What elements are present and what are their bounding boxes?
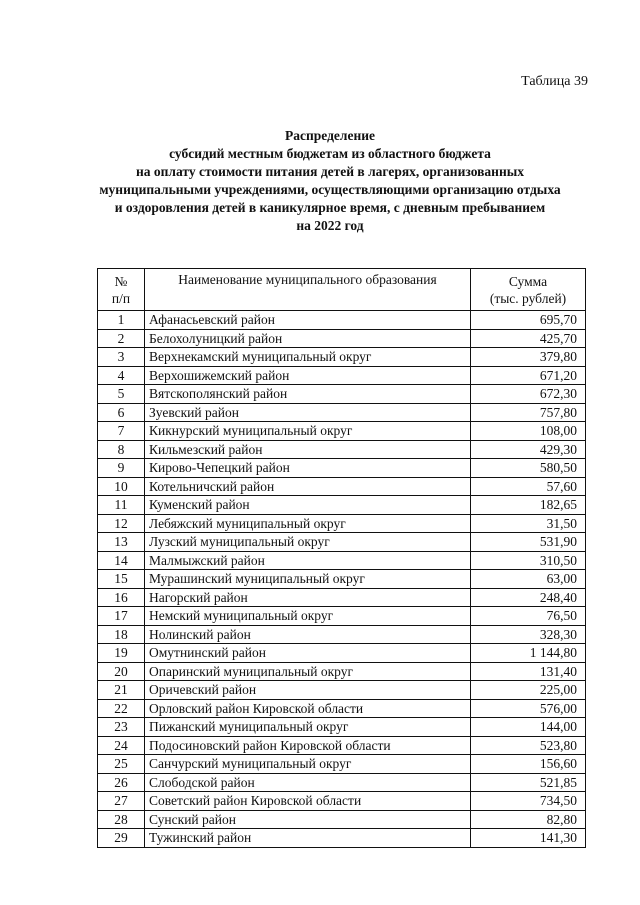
row-name: Омутнинский район — [145, 644, 471, 663]
row-name: Опаринский муниципальный округ — [145, 662, 471, 681]
row-sum: 31,50 — [471, 514, 586, 533]
document-title — [60, 127, 600, 235]
row-name: Советский район Кировской области — [145, 792, 471, 811]
header-number — [98, 269, 145, 311]
row-number: 20 — [98, 662, 145, 681]
table-body — [98, 311, 586, 848]
row-number: 10 — [98, 477, 145, 496]
row-sum: 328,30 — [471, 625, 586, 644]
header-number-line2: п/п — [111, 290, 131, 306]
row-sum: 695,70 — [471, 311, 586, 330]
row-sum: 672,30 — [471, 385, 586, 404]
row-name: Мурашинский муниципальный округ — [145, 570, 471, 589]
header-sum-line2: (тыс. рублей) — [489, 290, 567, 306]
table-row — [98, 607, 586, 626]
row-name: Кикнурский муниципальный округ — [145, 422, 471, 441]
row-name: Санчурский муниципальный округ — [145, 755, 471, 774]
row-sum: 156,60 — [471, 755, 586, 774]
row-sum: 57,60 — [471, 477, 586, 496]
table-row — [98, 440, 586, 459]
title-line: муниципальными учреждениями, осуществляющими организацию отдыха — [99, 182, 561, 197]
row-name: Афанасьевский район — [145, 311, 471, 330]
row-sum: 734,50 — [471, 792, 586, 811]
row-name: Подосиновский район Кировской области — [145, 736, 471, 755]
table-row — [98, 385, 586, 404]
row-sum: 379,80 — [471, 348, 586, 367]
row-name: Белохолуницкий район — [145, 329, 471, 348]
row-name: Верхнекамский муниципальный округ — [145, 348, 471, 367]
row-name: Оричевский район — [145, 681, 471, 700]
title-line: и оздоровления детей в каникулярное время, с дневным пребыванием — [114, 200, 546, 215]
row-name: Кирово-Чепецкий район — [145, 459, 471, 478]
row-name: Малмыжский район — [145, 551, 471, 570]
row-sum: 429,30 — [471, 440, 586, 459]
table-row — [98, 662, 586, 681]
table-row — [98, 699, 586, 718]
table-row — [98, 773, 586, 792]
table-row — [98, 681, 586, 700]
row-number: 3 — [98, 348, 145, 367]
table-row — [98, 348, 586, 367]
row-sum: 757,80 — [471, 403, 586, 422]
row-sum: 531,90 — [471, 533, 586, 552]
title-line: на 2022 год — [296, 218, 364, 233]
table-number-label: Таблица 39 — [521, 74, 588, 89]
row-number: 4 — [98, 366, 145, 385]
table-row — [98, 644, 586, 663]
table-row — [98, 403, 586, 422]
row-sum: 63,00 — [471, 570, 586, 589]
table-row — [98, 366, 586, 385]
row-sum: 425,70 — [471, 329, 586, 348]
row-sum: 144,00 — [471, 718, 586, 737]
row-number: 18 — [98, 625, 145, 644]
row-number: 16 — [98, 588, 145, 607]
header-number-line1: № — [114, 273, 128, 289]
row-number: 15 — [98, 570, 145, 589]
row-sum: 131,40 — [471, 662, 586, 681]
row-sum: 310,50 — [471, 551, 586, 570]
row-number: 7 — [98, 422, 145, 441]
subsidy-table — [97, 268, 586, 848]
title-line: субсидий местным бюджетам из областного бюджета — [169, 146, 491, 161]
row-name: Сунский район — [145, 810, 471, 829]
table-row — [98, 810, 586, 829]
row-number: 22 — [98, 699, 145, 718]
row-sum: 76,50 — [471, 607, 586, 626]
row-sum: 182,65 — [471, 496, 586, 515]
row-number: 23 — [98, 718, 145, 737]
row-sum: 576,00 — [471, 699, 586, 718]
row-number: 5 — [98, 385, 145, 404]
row-name: Кильмезский район — [145, 440, 471, 459]
table-row — [98, 551, 586, 570]
row-name: Куменский район — [145, 496, 471, 515]
row-number: 24 — [98, 736, 145, 755]
header-sum-line1: Сумма — [508, 273, 548, 289]
row-sum: 225,00 — [471, 681, 586, 700]
table-header-row — [98, 269, 586, 311]
row-name: Лебяжский муниципальный округ — [145, 514, 471, 533]
table-row — [98, 736, 586, 755]
row-name: Немский муниципальный округ — [145, 607, 471, 626]
row-sum: 248,40 — [471, 588, 586, 607]
row-sum: 82,80 — [471, 810, 586, 829]
table-row — [98, 533, 586, 552]
table-row — [98, 718, 586, 737]
row-number: 26 — [98, 773, 145, 792]
table-row — [98, 496, 586, 515]
header-name: Наименование муниципального образования — [145, 269, 471, 311]
table-row — [98, 477, 586, 496]
row-number: 12 — [98, 514, 145, 533]
row-name: Нолинский район — [145, 625, 471, 644]
row-number: 25 — [98, 755, 145, 774]
row-sum: 580,50 — [471, 459, 586, 478]
title-line: Распределение — [284, 128, 376, 143]
table-row — [98, 311, 586, 330]
row-number: 2 — [98, 329, 145, 348]
row-sum: 671,20 — [471, 366, 586, 385]
row-number: 13 — [98, 533, 145, 552]
row-name: Котельничский район — [145, 477, 471, 496]
table-row — [98, 329, 586, 348]
row-name: Орловский район Кировской области — [145, 699, 471, 718]
table-row — [98, 755, 586, 774]
row-name: Зуевский район — [145, 403, 471, 422]
row-name: Тужинский район — [145, 829, 471, 848]
row-name: Лузский муниципальный округ — [145, 533, 471, 552]
row-sum: 523,80 — [471, 736, 586, 755]
row-sum: 141,30 — [471, 829, 586, 848]
row-number: 19 — [98, 644, 145, 663]
row-number: 6 — [98, 403, 145, 422]
row-sum: 108,00 — [471, 422, 586, 441]
row-number: 9 — [98, 459, 145, 478]
table-row — [98, 588, 586, 607]
row-number: 11 — [98, 496, 145, 515]
table-row — [98, 422, 586, 441]
table-row — [98, 514, 586, 533]
table-row — [98, 792, 586, 811]
table-row — [98, 459, 586, 478]
row-number: 21 — [98, 681, 145, 700]
row-name: Пижанский муниципальный округ — [145, 718, 471, 737]
row-name: Верхошижемский район — [145, 366, 471, 385]
row-sum: 521,85 — [471, 773, 586, 792]
row-number: 17 — [98, 607, 145, 626]
row-name: Вятскополянский район — [145, 385, 471, 404]
row-number: 8 — [98, 440, 145, 459]
row-name: Нагорский район — [145, 588, 471, 607]
row-number: 29 — [98, 829, 145, 848]
table-row — [98, 625, 586, 644]
row-number: 14 — [98, 551, 145, 570]
row-number: 27 — [98, 792, 145, 811]
row-number: 1 — [98, 311, 145, 330]
row-name: Слободской район — [145, 773, 471, 792]
title-line: на оплату стоимости питания детей в лагерях, организованных — [135, 164, 525, 179]
row-sum: 1 144,80 — [471, 644, 586, 663]
table-row — [98, 570, 586, 589]
table-row — [98, 829, 586, 848]
header-sum — [471, 269, 586, 311]
row-number: 28 — [98, 810, 145, 829]
